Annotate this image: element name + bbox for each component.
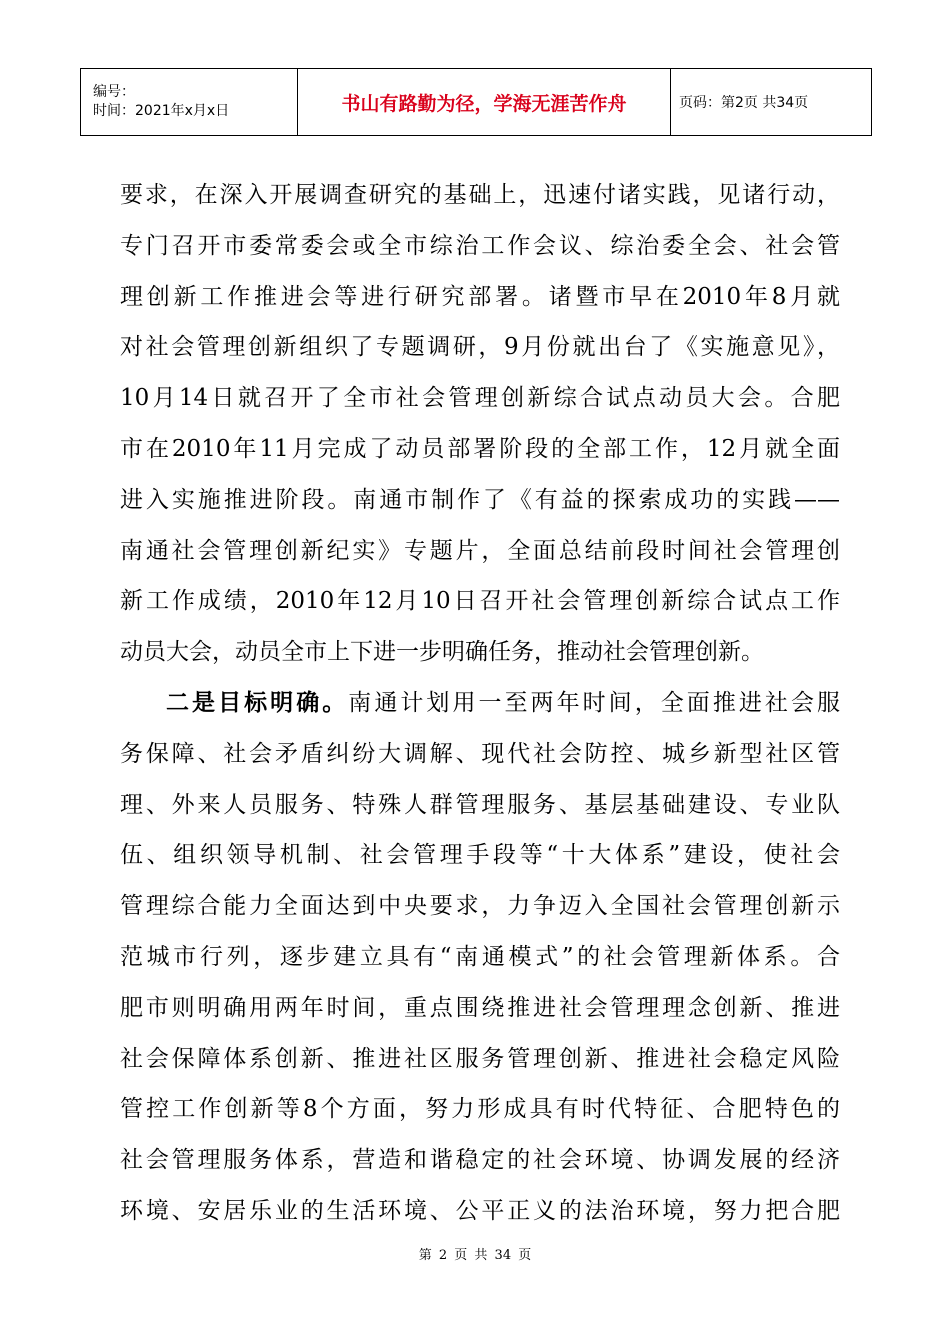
body-line: 动员大会，动员全市上下进一步明确任务，推动社会管理创新。 (120, 639, 764, 666)
document-time-label: 时间：2021年x月x日 (93, 103, 230, 119)
body-line: 10月14日就召开了全市社会管理创新综合试点动员大会。合肥 (120, 385, 840, 412)
paragraph-2-first-line (120, 678, 840, 729)
body-line: 管理综合能力全面达到中央要求，力争迈入全国社会管理创新示 (120, 893, 840, 920)
body-line: 务保障、社会矛盾纠纷大调解、现代社会防控、城乡新型社区管 (120, 740, 840, 767)
body-line: 范城市行列，逐步建立具有“南通模式”的社会管理新体系。合 (120, 943, 840, 970)
body-line: 对社会管理创新组织了专题调研，9月份就出台了《实施意见》， (120, 334, 840, 361)
body-line: 要求，在深入开展调查研究的基础上，迅速付诸实践，见诸行动， (120, 182, 840, 208)
body-line: 专门召开市委常委会或全市综治工作会议、综治委全会、社会管 (120, 232, 840, 259)
paragraph-2-heading: 二是目标明确。 (166, 688, 349, 716)
body-line: 市在2010年11月完成了动员部署阶段的全部工作，12月就全面 (120, 435, 840, 462)
document-body (120, 170, 840, 1237)
header-meta-cell (81, 69, 298, 136)
page-footer: 第 2 页 共 34 页 (418, 1248, 532, 1263)
body-line: 肥市则明确用两年时间，重点围绕推进社会管理理念创新、推进 (120, 994, 840, 1021)
body-line: 社会保障体系创新、推进社区服务管理创新、推进社会稳定风险 (120, 1045, 840, 1072)
body-line: 伍、组织领导机制、社会管理手段等“十大体系”建设，使社会 (120, 842, 840, 869)
body-line: 南通社会管理创新纪实》专题片，全面总结前段时间社会管理创 (120, 537, 840, 564)
body-line: 新工作成绩，2010年12月10日召开社会管理创新综合试点工作 (120, 588, 840, 615)
header-page-info: 页码：第2页 共34页 (671, 69, 872, 136)
header-motto: 书山有路勤为径，学海无涯苦作舟 (298, 69, 671, 136)
body-line: 理、外来人员服务、特殊人群管理服务、基层基础建设、专业队 (120, 791, 840, 818)
body-line: 进入实施推进阶段。南通市制作了《有益的探索成功的实践—— (120, 486, 840, 513)
document-header-table (80, 68, 872, 136)
paragraph-2-first-text: 南通计划用一至两年时间，全面推进社会服 (348, 689, 840, 716)
document-number-label: 编号： (93, 84, 135, 100)
body-line: 理创新工作推进会等进行研究部署。诸暨市早在2010年8月就 (120, 283, 840, 310)
body-line: 社会管理服务体系，营造和谐稳定的社会环境、协调发展的经济 (120, 1147, 840, 1174)
body-line: 管控工作创新等8个方面，努力形成具有时代特征、合肥特色的 (120, 1096, 840, 1123)
body-line: 环境、安居乐业的生活环境、公平正义的法治环境，努力把合肥 (120, 1197, 840, 1224)
